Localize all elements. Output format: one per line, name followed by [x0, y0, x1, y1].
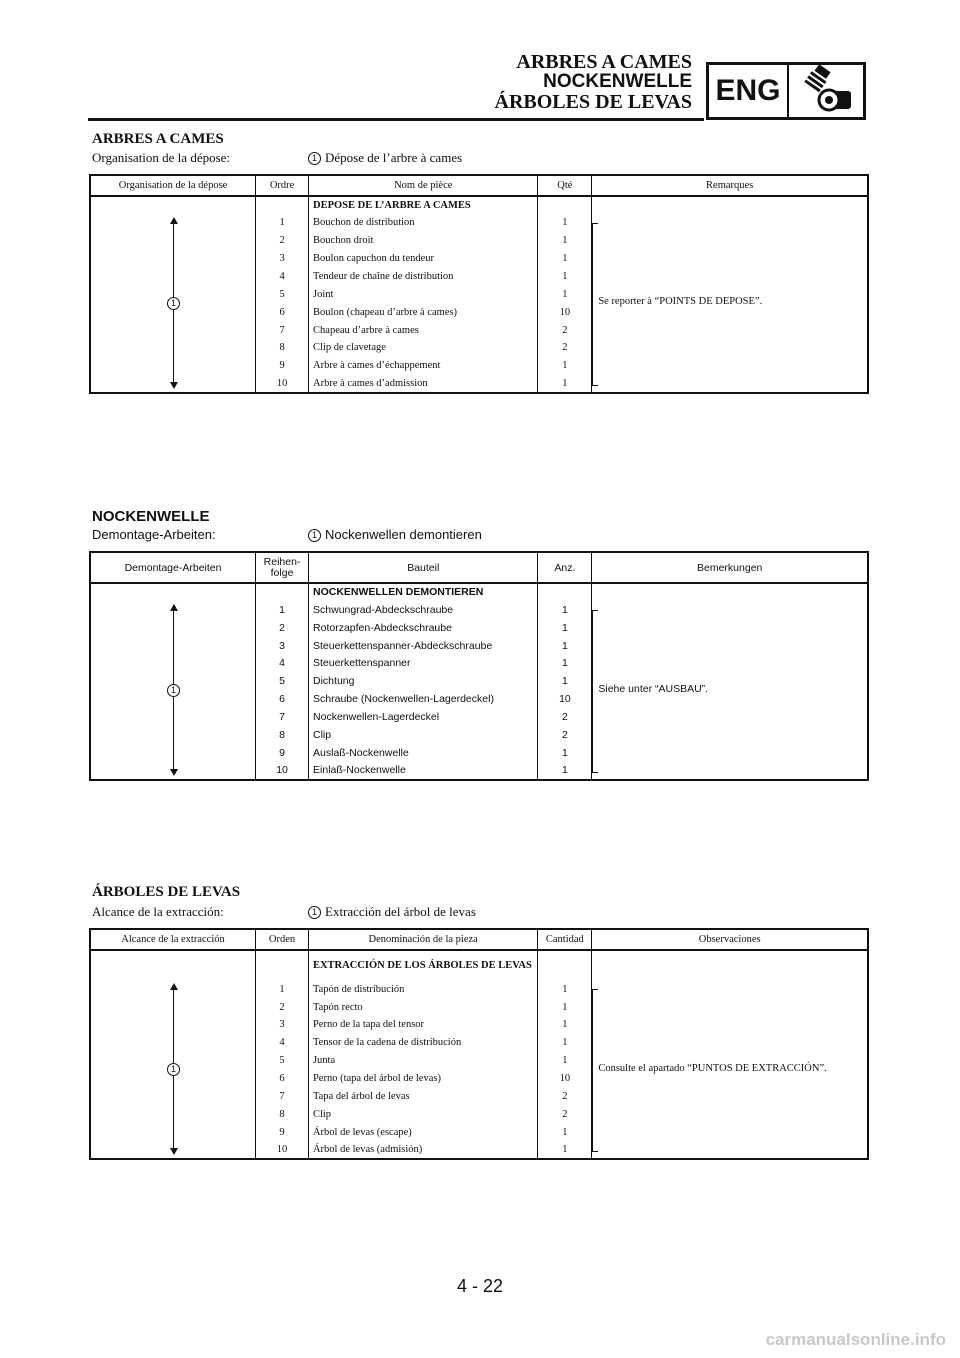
col-scope-header: Demontage-Arbeiten	[90, 552, 256, 583]
order-cell: 1	[256, 214, 309, 232]
order-cell: 9	[256, 744, 309, 762]
qty-cell: 1	[538, 762, 592, 780]
part-name-cell: Bouchon de distribution	[309, 214, 538, 232]
part-name-cell: Bouchon droit	[309, 232, 538, 250]
qty-cell: 2	[538, 1087, 592, 1105]
arrow-down-icon	[170, 769, 178, 776]
col-remark-header: Bemerkungen	[592, 552, 868, 583]
order-cell: 1	[256, 980, 309, 998]
part-name-cell: Árbol de levas (escape)	[308, 1123, 537, 1141]
part-name-cell: Clip	[309, 726, 538, 744]
part-name-cell: Perno de la tapa del tensor	[308, 1016, 537, 1034]
part-name-cell: Steuerkettenspanner-Abdeckschraube	[309, 637, 538, 655]
scope-number: 1	[167, 1063, 180, 1076]
qty-cell: 1	[538, 744, 592, 762]
part-name-cell: Nockenwellen-Lagerdeckel	[309, 708, 538, 726]
col-name-header: Nom de pièce	[309, 175, 538, 196]
group-heading: NOCKENWELLEN DEMONTIEREN	[309, 583, 538, 601]
part-name-cell: Junta	[308, 1052, 537, 1070]
eng-badge	[706, 62, 866, 120]
qty-cell: 1	[538, 214, 592, 232]
order-cell: 3	[256, 1016, 309, 1034]
col-qty-header: Qté	[538, 175, 592, 196]
qty-cell: 1	[538, 375, 592, 393]
header-titles	[495, 52, 692, 112]
part-name-cell: Dichtung	[309, 672, 538, 690]
order-cell: 6	[256, 303, 309, 321]
qty-cell: 10	[538, 690, 592, 708]
parts-table	[89, 551, 869, 781]
arrow-down-icon	[170, 1148, 178, 1155]
section-step	[308, 904, 476, 920]
col-name-header: Denominación de la pieza	[308, 929, 537, 950]
order-cell: 10	[256, 375, 309, 393]
col-name-header: Bauteil	[309, 552, 538, 583]
col-order-header: Orden	[256, 929, 309, 950]
qty-cell: 1	[538, 285, 592, 303]
part-name-cell: Tapa del árbol de levas	[308, 1087, 537, 1105]
qty-cell: 1	[538, 1123, 592, 1141]
step-text: Nockenwellen demontieren	[325, 527, 482, 542]
qty-cell: 1	[538, 1034, 592, 1052]
order-cell: 3	[256, 637, 309, 655]
order-cell: 5	[256, 285, 309, 303]
order-cell: 3	[256, 250, 309, 268]
qty-cell	[538, 196, 592, 214]
group-heading: EXTRACCIÓN DE LOS ÁRBOLES DE LEVAS	[308, 950, 537, 980]
order-cell	[256, 583, 309, 601]
order-cell: 7	[256, 708, 309, 726]
step-number: 1	[308, 906, 321, 919]
part-name-cell: Schraube (Nockenwellen-Lagerdeckel)	[309, 690, 538, 708]
part-name-cell: Tapón de distribución	[308, 980, 537, 998]
step-text: Dépose de l’arbre à cames	[325, 150, 463, 165]
part-name-cell: Tapón recto	[308, 998, 537, 1016]
part-name-cell: Tendeur de chaîne de distribution	[309, 268, 538, 286]
remark-text: Consulte el apartado “PUNTOS DE EXTRACCIÓN”.	[598, 1062, 827, 1074]
order-cell: 7	[256, 321, 309, 339]
order-cell	[256, 196, 309, 214]
order-cell: 1	[256, 601, 309, 619]
part-name-cell: Perno (tapa del árbol de levas)	[308, 1070, 537, 1088]
remark-text: Siehe unter “AUSBAU”.	[598, 683, 709, 696]
step-number: 1	[308, 529, 321, 542]
order-cell: 4	[256, 1034, 309, 1052]
order-cell: 2	[256, 619, 309, 637]
qty-cell: 2	[538, 339, 592, 357]
order-cell: 9	[256, 1123, 309, 1141]
order-cell: 8	[256, 726, 309, 744]
remark-cell	[592, 583, 868, 780]
qty-cell: 1	[538, 1016, 592, 1034]
qty-cell	[538, 583, 592, 601]
scope-cell	[90, 950, 256, 1159]
part-name-cell: Clip	[308, 1105, 537, 1123]
header-title-de: NOCKENWELLE	[543, 71, 692, 92]
watermark: carmanualsonline.info	[765, 1330, 946, 1349]
order-cell: 4	[256, 655, 309, 673]
part-name-cell: Chapeau d’arbre à cames	[309, 321, 538, 339]
order-cell: 6	[256, 1070, 309, 1088]
part-name-cell: Tensor de la cadena de distribución	[308, 1034, 537, 1052]
part-name-cell: Schwungrad-Abdeckschraube	[309, 601, 538, 619]
section-subtitle: Alcance de la extracción:	[92, 904, 224, 919]
eng-badge-label: ENG	[709, 65, 789, 117]
qty-cell: 1	[538, 998, 592, 1016]
part-name-cell: Boulon capuchon du tendeur	[309, 250, 538, 268]
order-cell: 8	[256, 339, 309, 357]
group-heading: DEPOSE DE L’ARBRE A CAMES	[309, 196, 538, 214]
col-order-header: Reihen-folge	[256, 552, 309, 583]
order-cell: 6	[256, 690, 309, 708]
remark-cell	[592, 196, 868, 393]
qty-cell: 10	[538, 1070, 592, 1088]
section-step	[308, 150, 462, 166]
remark-cell	[592, 950, 868, 1159]
qty-cell: 1	[538, 619, 592, 637]
qty-cell: 1	[538, 268, 592, 286]
qty-cell: 1	[538, 232, 592, 250]
order-cell: 4	[256, 268, 309, 286]
part-name-cell: Árbol de levas (admisión)	[308, 1141, 537, 1159]
part-name-cell: Arbre à cames d’admission	[309, 375, 538, 393]
page-number: 4 - 22	[456, 1276, 504, 1296]
order-cell: 2	[256, 232, 309, 250]
order-cell: 5	[256, 1052, 309, 1070]
section-subtitle: Demontage-Arbeiten:	[92, 527, 216, 542]
qty-cell: 1	[538, 637, 592, 655]
section-title: ÁRBOLES DE LEVAS	[92, 884, 241, 900]
qty-cell: 1	[538, 1141, 592, 1159]
col-scope-header: Organisation de la dépose	[90, 175, 256, 196]
order-cell: 2	[256, 998, 309, 1016]
part-name-cell: Arbre à cames d’échappement	[309, 357, 538, 375]
order-cell	[256, 950, 309, 980]
col-remark-header: Remarques	[592, 175, 868, 196]
parts-table	[89, 928, 869, 1160]
table-group-row	[90, 583, 868, 601]
qty-cell: 1	[538, 672, 592, 690]
arrow-up-icon	[170, 983, 178, 990]
section-title: NOCKENWELLE	[92, 508, 210, 525]
qty-cell: 10	[538, 303, 592, 321]
order-cell: 5	[256, 672, 309, 690]
part-name-cell: Rotorzapfen-Abdeckschraube	[309, 619, 538, 637]
part-name-cell: Joint	[309, 285, 538, 303]
qty-cell: 2	[538, 1105, 592, 1123]
scope-number: 1	[167, 684, 180, 697]
qty-cell: 1	[538, 980, 592, 998]
section-subtitle: Organisation de la dépose:	[92, 150, 231, 165]
step-text: Extracción del árbol de levas	[325, 904, 476, 919]
qty-cell: 1	[538, 1052, 592, 1070]
qty-cell: 2	[538, 708, 592, 726]
scope-cell	[90, 583, 256, 780]
qty-cell	[538, 950, 592, 980]
arrow-up-icon	[170, 217, 178, 224]
part-name-cell: Steuerkettenspanner	[309, 655, 538, 673]
table-group-row	[90, 950, 868, 980]
scope-cell	[90, 196, 256, 393]
col-remark-header: Observaciones	[592, 929, 868, 950]
part-name-cell: Einlaß-Nockenwelle	[309, 762, 538, 780]
col-order-header: Ordre	[256, 175, 309, 196]
section-step	[308, 527, 482, 542]
header-title-fr: ARBRES A CAMES	[516, 51, 692, 73]
arrow-up-icon	[170, 604, 178, 611]
engine-crankshaft-icon	[789, 65, 863, 117]
part-name-cell: Auslaß-Nockenwelle	[309, 744, 538, 762]
order-cell: 8	[256, 1105, 309, 1123]
qty-cell: 1	[538, 601, 592, 619]
header-rule	[88, 118, 704, 121]
table-group-row	[90, 196, 868, 214]
section-title: ARBRES A CAMES	[92, 131, 224, 147]
qty-cell: 2	[538, 321, 592, 339]
qty-cell: 1	[538, 357, 592, 375]
col-qty-header: Anz.	[538, 552, 592, 583]
part-name-cell: Clip de clavetage	[309, 339, 538, 357]
arrow-down-icon	[170, 382, 178, 389]
order-cell: 10	[256, 1141, 309, 1159]
qty-cell: 1	[538, 250, 592, 268]
order-cell: 9	[256, 357, 309, 375]
header-title-es: ÁRBOLES DE LEVAS	[494, 91, 692, 113]
scope-number: 1	[167, 297, 180, 310]
col-scope-header: Alcance de la extracción	[90, 929, 256, 950]
order-cell: 7	[256, 1087, 309, 1105]
order-cell: 10	[256, 762, 309, 780]
part-name-cell: Boulon (chapeau d’arbre à cames)	[309, 303, 538, 321]
remark-text: Se reporter à “POINTS DE DEPOSE”.	[598, 296, 763, 308]
qty-cell: 1	[538, 655, 592, 673]
parts-table	[89, 174, 869, 394]
qty-cell: 2	[538, 726, 592, 744]
step-number: 1	[308, 152, 321, 165]
col-qty-header: Cantidad	[538, 929, 592, 950]
